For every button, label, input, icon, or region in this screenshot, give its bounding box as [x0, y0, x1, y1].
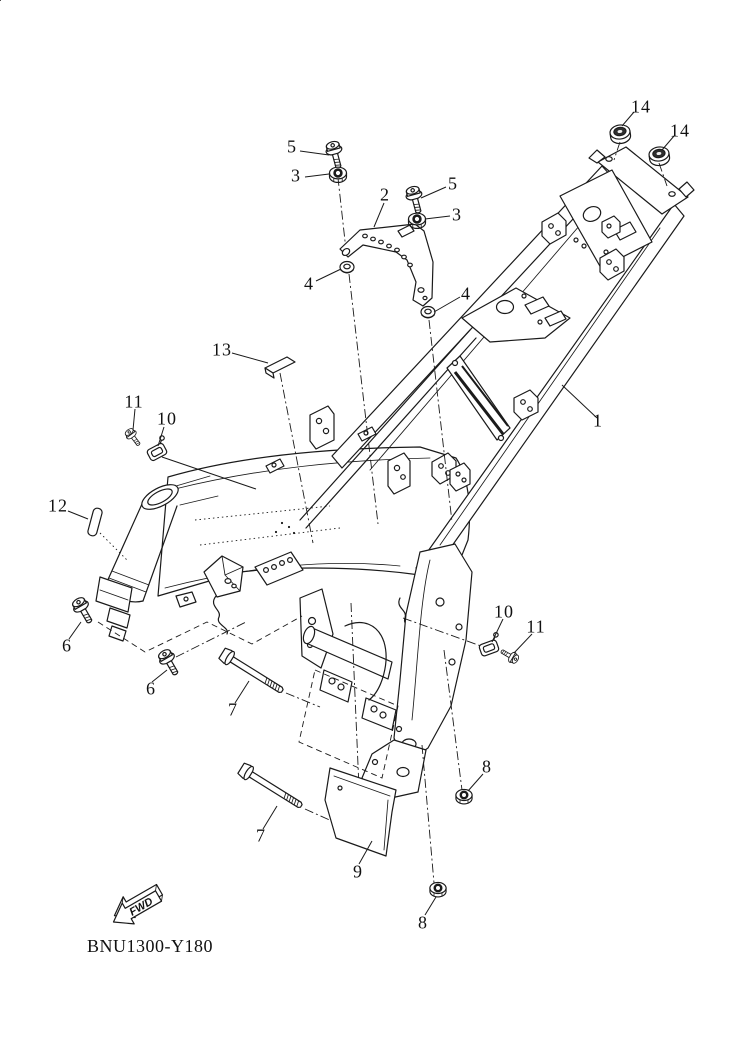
fwd-arrow: [105, 879, 168, 932]
grommet-14a: [609, 124, 631, 145]
nut-8b: [430, 882, 446, 896]
bolt-6a: [70, 595, 97, 626]
callout-13: 13: [212, 339, 232, 360]
fwd-label: FWD: [127, 895, 156, 919]
callout-3a: 3: [291, 165, 301, 186]
bolt-7a: [218, 647, 286, 698]
callout-7a: 7: [228, 699, 238, 720]
callout-5b: 5: [448, 173, 458, 194]
callout-11a: 11: [124, 391, 144, 412]
callout-11b: 11: [526, 616, 546, 637]
clamp-10b: [476, 632, 503, 657]
clamp-10a: [143, 435, 171, 461]
callout-8b: 8: [418, 912, 428, 933]
part-code: BNU1300-Y180: [87, 936, 213, 956]
damper-4a: [340, 262, 354, 274]
callout-3b: 3: [452, 204, 462, 225]
callout-10a: 10: [157, 408, 177, 429]
callout-2: 2: [380, 184, 390, 205]
strip-12: [87, 507, 103, 536]
callout-4a: 4: [304, 273, 314, 294]
callout-8a: 8: [482, 756, 492, 777]
bolt-6b: [156, 647, 183, 678]
callout-6b: 6: [146, 678, 156, 699]
callout-10b: 10: [494, 601, 514, 622]
callout-14a: 14: [631, 96, 651, 117]
callout-14b: 14: [670, 120, 690, 141]
callout-7b: 7: [256, 825, 266, 846]
callout-5a: 5: [287, 136, 297, 157]
nut-8a: [456, 789, 472, 803]
callout-1: 1: [593, 410, 603, 431]
damper-4b: [421, 307, 435, 319]
callout-4b: 4: [461, 283, 471, 304]
callout-9: 9: [353, 861, 363, 882]
callout-6a: 6: [62, 635, 72, 656]
bolt-7b: [237, 762, 305, 813]
callout-12: 12: [48, 495, 68, 516]
bolt-5b: [404, 185, 426, 215]
